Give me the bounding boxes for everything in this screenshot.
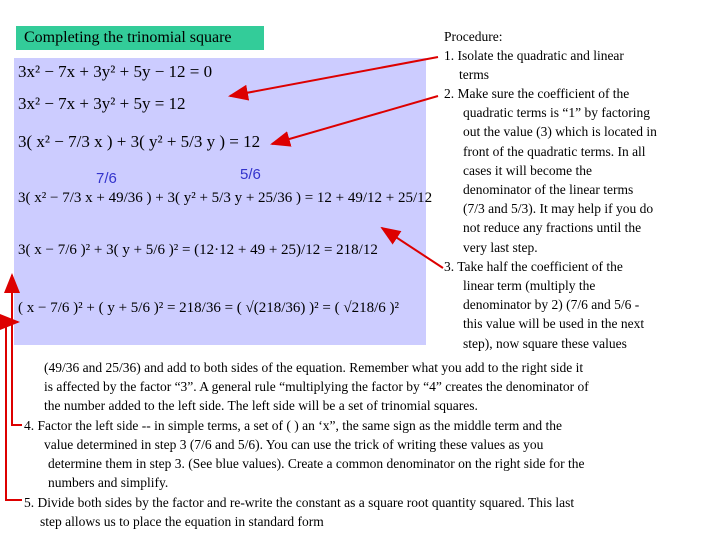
procedure-line: value determined in step 3 (7/6 and 5/6). You can use the trick of writing these values as you [44,437,544,452]
procedure-line: denominator of the linear terms [463,182,634,197]
procedure-line: 4. Factor the left side -- in simple terms, a set of ( ) an ‘x”, the same sign as the middle term and the [24,418,562,433]
procedure-line: 2. Make sure the coefficient of the [444,86,630,101]
procedure-line: 5. Divide both sides by the factor and re-write the constant as a square root quantity squared. This last [24,495,575,510]
arrow-step-3 [382,228,443,268]
blue-value-y: 5/6 [240,166,261,183]
procedure-line: terms [459,67,489,82]
equation-1: 3x² − 7x + 3y² + 5y − 12 = 0 [18,62,213,81]
equation-4: 3( x² − 7/3 x + 49/36 ) + 3( y² + 5/3 y + 25/36 ) = 12 + 49/12 + 25/12 [18,190,433,206]
procedure-line: cases it will become the [463,163,592,178]
procedure-line: front of the quadratic terms. In all [463,144,646,159]
procedure-line: not reduce any fractions until the [463,220,642,235]
procedure-heading: Procedure: [444,29,503,44]
arrow-step-5 [6,322,22,500]
procedure-line: this value will be used in the next [463,316,645,331]
page-title: Completing the trinomial square [24,29,232,46]
procedure-line: very last step. [463,240,538,255]
procedure-line: determine them in step 3. (See blue values). Create a common denominator on the right side for the [48,456,585,471]
equation-2: 3x² − 7x + 3y² + 5y = 12 [18,94,186,113]
procedure-line: denominator by 2) (7/6 and 5/6 - [463,297,640,312]
procedure-line: out the value (3) which is located in [463,124,657,139]
arrow-step-1 [230,57,438,96]
procedure-line: 3. Take half the coefficient of the [444,259,623,274]
equation-6: ( x − 7/6 )² + ( y + 5/6 )² = 218/36 = ( √(218/36) )² = ( √218/6 )² [18,300,399,316]
arrow-step-4 [12,275,22,425]
arrow-step-2 [272,96,438,144]
procedure-line: is affected by the factor “3”. A general rule “multiplying the factor by “4” creates the denominator of [44,379,589,394]
procedure-line: quadratic terms is “1” by factoring [463,105,651,120]
procedure-line: step), now square these values [463,336,627,351]
procedure-line: 1. Isolate the quadratic and linear [444,48,624,63]
procedure-line: the number added to the left side. The left side will be a set of trinomial squares. [44,398,478,413]
procedure-line: step allows us to place the equation in standard form [40,514,324,529]
equation-3: 3( x² − 7/3 x ) + 3( y² + 5/3 y ) = 12 [18,132,261,151]
blue-value-x: 7/6 [96,170,117,187]
equation-5: 3( x − 7/6 )² + 3( y + 5/6 )² = (12·12 + 49 + 25)/12 = 218/12 [18,242,378,258]
procedure-line: numbers and simplify. [48,475,169,490]
procedure-line: (49/36 and 25/36) and add to both sides of the equation. Remember what you add to the right side it [44,360,584,375]
procedure-line: linear term (multiply the [463,278,596,293]
procedure-line: (7/3 and 5/3). It may help if you do [463,201,654,216]
